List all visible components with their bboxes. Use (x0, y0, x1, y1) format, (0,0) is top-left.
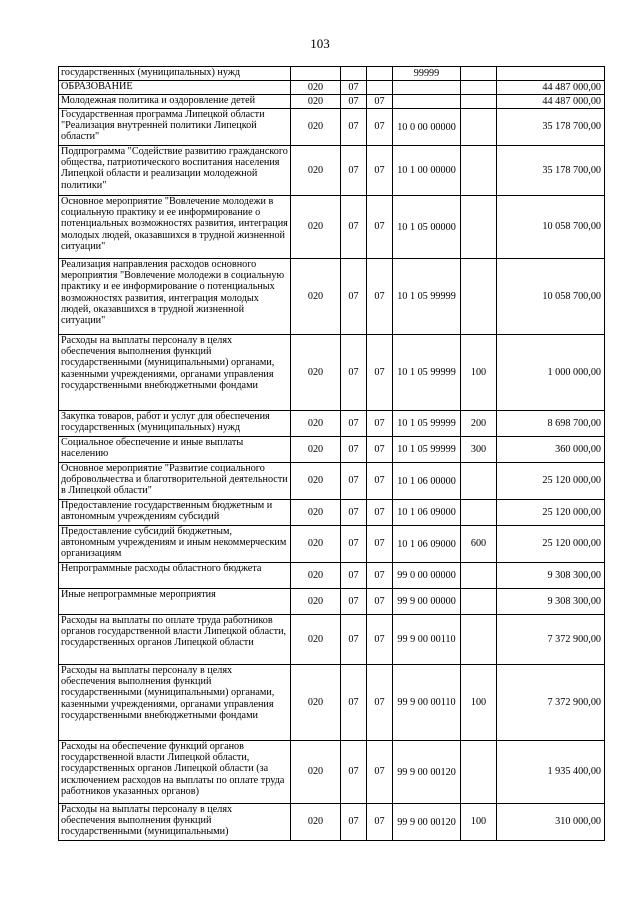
cell-name: Социальное обеспечение и иные выплаты населению (59, 437, 291, 463)
cell-subsection: 07 (367, 589, 393, 615)
cell-ministry: 020 (291, 804, 341, 841)
table-row (59, 526, 605, 563)
cell-name: Подпрограмма "Содействие развитию гражданского общества, патриотического воспитания населения Липецкой области и реализации молодежной политики" (59, 146, 291, 196)
cell-target: 99 9 00 00120 (393, 741, 461, 804)
cell-amount (497, 67, 605, 81)
cell-section: 07 (341, 411, 367, 437)
cell-subsection: 07 (367, 615, 393, 665)
cell-name: государственных (муниципальных) нужд (59, 67, 291, 81)
cell-expense-type (461, 589, 497, 615)
cell-section: 07 (341, 665, 367, 741)
table-row (59, 741, 605, 804)
table-row (59, 259, 605, 335)
cell-section: 07 (341, 196, 367, 259)
cell-target: 99 9 00 00110 (393, 615, 461, 665)
cell-ministry: 020 (291, 526, 341, 563)
cell-section: 07 (341, 563, 367, 589)
cell-expense-type (461, 196, 497, 259)
cell-expense-type (461, 500, 497, 526)
cell-section: 07 (341, 615, 367, 665)
cell-amount: 10 058 700,00 (497, 259, 605, 335)
cell-section: 07 (341, 95, 367, 109)
cell-expense-type (461, 259, 497, 335)
cell-name: Молодежная политика и оздоровление детей (59, 95, 291, 109)
cell-subsection: 07 (367, 95, 393, 109)
cell-name: Основное мероприятие "Вовлечение молодежи в социальную практику и ее информирование о потенциальных возможностях развития, интеграция молодых людей, оказавшихся в трудной жизненной ситуации" (59, 196, 291, 259)
cell-name: Предоставление государственным бюджетным и автономным учреждениям субсидий (59, 500, 291, 526)
cell-amount: 25 120 000,00 (497, 526, 605, 563)
cell-section: 07 (341, 437, 367, 463)
cell-ministry: 020 (291, 437, 341, 463)
cell-name: ОБРАЗОВАНИЕ (59, 81, 291, 95)
cell-subsection: 07 (367, 526, 393, 563)
cell-section: 07 (341, 804, 367, 841)
cell-ministry: 020 (291, 589, 341, 615)
cell-target: 10 1 06 09000 (393, 526, 461, 563)
cell-ministry: 020 (291, 615, 341, 665)
cell-target: 99 0 00 00000 (393, 563, 461, 589)
table-row (59, 67, 605, 81)
cell-ministry (291, 67, 341, 81)
table-row (59, 411, 605, 437)
cell-amount: 310 000,00 (497, 804, 605, 841)
cell-amount: 8 698 700,00 (497, 411, 605, 437)
cell-ministry: 020 (291, 463, 341, 500)
cell-ministry: 020 (291, 81, 341, 95)
cell-target: 10 1 05 00000 (393, 196, 461, 259)
cell-target: 10 1 05 99999 (393, 411, 461, 437)
cell-amount: 44 487 000,00 (497, 81, 605, 95)
cell-amount: 35 178 700,00 (497, 146, 605, 196)
cell-section: 07 (341, 526, 367, 563)
cell-target: 99 9 00 00110 (393, 665, 461, 741)
cell-expense-type (461, 109, 497, 146)
cell-name: Расходы на выплаты персоналу в целях обеспечения выполнения функций государственными (муниципальными) органами, казенными учреждениями, органами управления государственными внебюджетными фондами (59, 335, 291, 411)
cell-ministry: 020 (291, 741, 341, 804)
budget-table (58, 66, 605, 841)
cell-expense-type: 600 (461, 526, 497, 563)
cell-ministry: 020 (291, 665, 341, 741)
cell-amount: 1 000 000,00 (497, 335, 605, 411)
cell-amount: 44 487 000,00 (497, 95, 605, 109)
cell-name: Расходы на выплаты по оплате труда работников органов государственной власти Липецкой области, государственных органов Липецкой области (59, 615, 291, 665)
cell-expense-type (461, 67, 497, 81)
cell-section: 07 (341, 589, 367, 615)
cell-subsection: 07 (367, 741, 393, 804)
cell-name: Иные непрограммные мероприятия (59, 589, 291, 615)
cell-amount: 360 000,00 (497, 437, 605, 463)
table-row (59, 500, 605, 526)
cell-subsection: 07 (367, 259, 393, 335)
cell-amount: 25 120 000,00 (497, 463, 605, 500)
cell-name: Расходы на выплаты персоналу в целях обеспечения выполнения функций государственными (муниципальными) органами, казенными учреждениями, органами управления государственными внебюджетными фондами (59, 665, 291, 741)
cell-target (393, 81, 461, 95)
cell-name: Предоставление субсидий бюджетным, автономным учреждениям и иным некоммерческим организациям (59, 526, 291, 563)
cell-expense-type: 100 (461, 665, 497, 741)
table-row (59, 615, 605, 665)
cell-subsection: 07 (367, 665, 393, 741)
cell-subsection: 07 (367, 500, 393, 526)
cell-amount: 10 058 700,00 (497, 196, 605, 259)
cell-expense-type (461, 463, 497, 500)
cell-subsection: 07 (367, 804, 393, 841)
cell-amount: 1 935 400,00 (497, 741, 605, 804)
cell-target: 10 1 05 99999 (393, 437, 461, 463)
cell-ministry: 020 (291, 259, 341, 335)
cell-name: Реализация направления расходов основного мероприятия "Вовлечение молодежи в социальную практику и ее информирование о потенциальных возможностях развития, интеграция молодых людей, оказавшихся в трудной жизненной ситуации" (59, 259, 291, 335)
cell-expense-type: 100 (461, 335, 497, 411)
table-row (59, 563, 605, 589)
cell-subsection: 07 (367, 563, 393, 589)
cell-expense-type (461, 741, 497, 804)
cell-expense-type (461, 563, 497, 589)
cell-target: 99 9 00 00120 (393, 804, 461, 841)
cell-amount: 25 120 000,00 (497, 500, 605, 526)
cell-expense-type: 200 (461, 411, 497, 437)
cell-ministry: 020 (291, 500, 341, 526)
cell-ministry: 020 (291, 109, 341, 146)
cell-section: 07 (341, 81, 367, 95)
cell-section: 07 (341, 259, 367, 335)
cell-expense-type (461, 81, 497, 95)
cell-expense-type (461, 615, 497, 665)
cell-subsection: 07 (367, 109, 393, 146)
cell-expense-type: 100 (461, 804, 497, 841)
cell-subsection: 07 (367, 335, 393, 411)
cell-expense-type: 300 (461, 437, 497, 463)
cell-amount: 7 372 900,00 (497, 665, 605, 741)
table-row (59, 335, 605, 411)
cell-amount: 7 372 900,00 (497, 615, 605, 665)
table-row (59, 437, 605, 463)
cell-section (341, 67, 367, 81)
cell-ministry: 020 (291, 411, 341, 437)
cell-ministry: 020 (291, 95, 341, 109)
cell-target: 10 1 06 00000 (393, 463, 461, 500)
cell-subsection: 07 (367, 411, 393, 437)
cell-subsection (367, 81, 393, 95)
cell-target: 10 1 06 09000 (393, 500, 461, 526)
cell-section: 07 (341, 109, 367, 146)
cell-section: 07 (341, 463, 367, 500)
cell-subsection (367, 67, 393, 81)
cell-name: Расходы на выплаты персоналу в целях обеспечения выполнения функций государственными (муниципальными) (59, 804, 291, 841)
page-number: 103 (310, 36, 330, 51)
cell-subsection: 07 (367, 463, 393, 500)
cell-subsection: 07 (367, 196, 393, 259)
table-row (59, 196, 605, 259)
table-row (59, 589, 605, 615)
table-row (59, 95, 605, 109)
cell-target: 10 1 05 99999 (393, 259, 461, 335)
cell-section: 07 (341, 335, 367, 411)
cell-section: 07 (341, 500, 367, 526)
cell-ministry: 020 (291, 146, 341, 196)
cell-section: 07 (341, 741, 367, 804)
cell-name: Непрограммные расходы областного бюджета (59, 563, 291, 589)
cell-expense-type (461, 146, 497, 196)
cell-name: Расходы на обеспечение функций органов государственной власти Липецкой области, государственных органов Липецкой области (за исключением расходов на выплаты по оплате труда работников указанных органов) (59, 741, 291, 804)
cell-target: 99999 (393, 67, 461, 81)
cell-subsection: 07 (367, 146, 393, 196)
cell-target: 10 1 00 00000 (393, 146, 461, 196)
cell-expense-type (461, 95, 497, 109)
cell-target (393, 95, 461, 109)
cell-subsection: 07 (367, 437, 393, 463)
cell-amount: 35 178 700,00 (497, 109, 605, 146)
cell-name: Основное мероприятие "Развитие социального добровольчества и благотворительной деятельности в Липецкой области" (59, 463, 291, 500)
cell-section: 07 (341, 146, 367, 196)
cell-name: Закупка товаров, работ и услуг для обеспечения государственных (муниципальных) нужд (59, 411, 291, 437)
cell-target: 10 0 00 00000 (393, 109, 461, 146)
table-row (59, 81, 605, 95)
table-row (59, 804, 605, 841)
table-row (59, 109, 605, 146)
table-row (59, 665, 605, 741)
cell-ministry: 020 (291, 563, 341, 589)
cell-amount: 9 308 300,00 (497, 563, 605, 589)
cell-name: Государственная программа Липецкой области "Реализация внутренней политики Липецкой области" (59, 109, 291, 146)
cell-ministry: 020 (291, 335, 341, 411)
table-row (59, 146, 605, 196)
cell-amount: 9 308 300,00 (497, 589, 605, 615)
cell-ministry: 020 (291, 196, 341, 259)
cell-target: 10 1 05 99999 (393, 335, 461, 411)
table-row (59, 463, 605, 500)
cell-target: 99 9 00 00000 (393, 589, 461, 615)
